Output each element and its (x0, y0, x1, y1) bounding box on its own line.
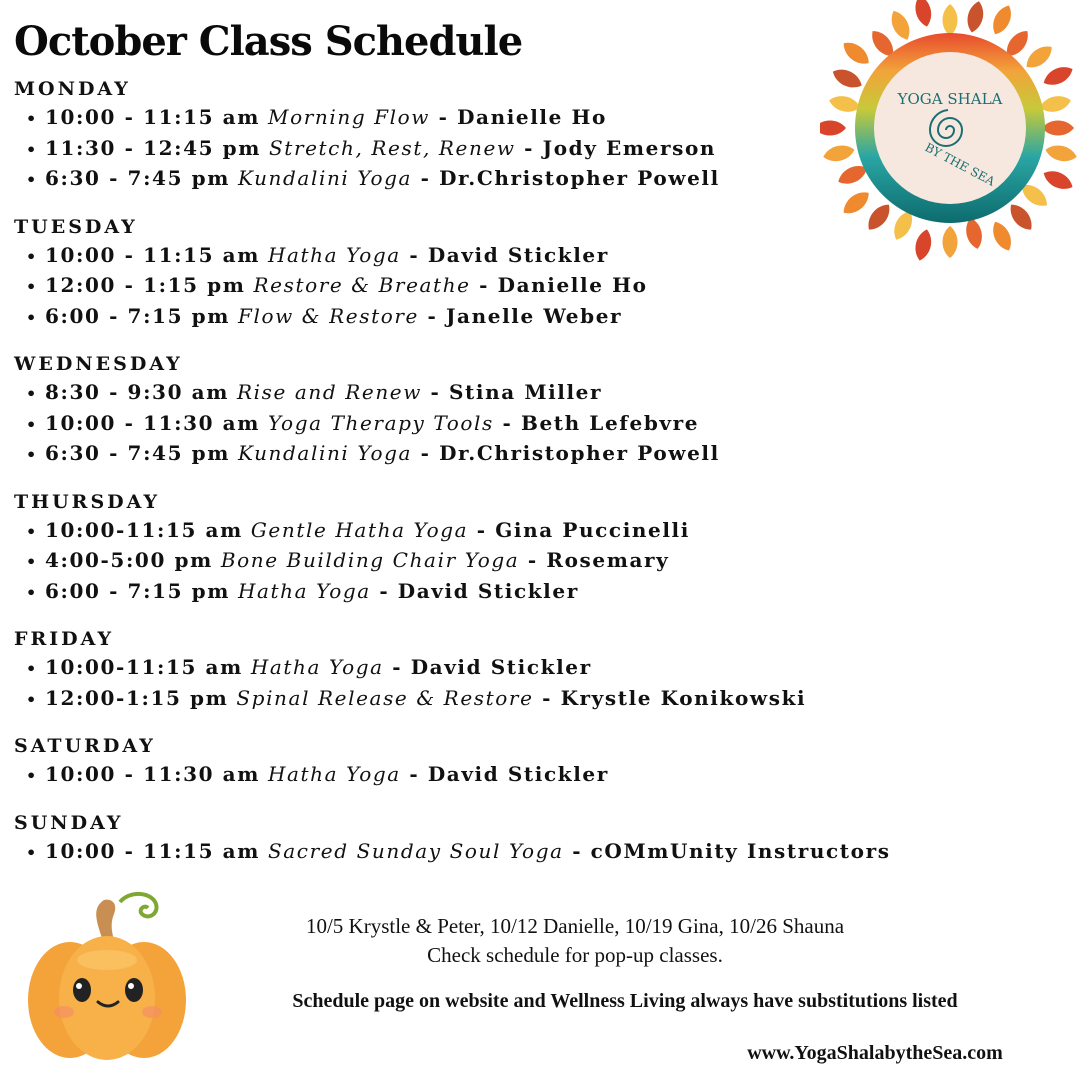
separator: - (430, 105, 458, 129)
class-name: Bone Building Chair Yoga (220, 548, 520, 572)
class-item (14, 545, 1014, 576)
class-instructor: David Stickler (397, 578, 579, 603)
day-thursday (14, 489, 1014, 607)
leaf-shape (839, 37, 873, 69)
class-time: 10:00 - 11:15 am (45, 838, 261, 863)
class-time: 10:00-11:15 am (45, 517, 243, 542)
separator: - (370, 578, 398, 603)
class-name: Sacred Sunday Soul Yoga (267, 838, 564, 863)
class-name: Gentle Hatha Yoga (250, 517, 469, 542)
website-link[interactable]: www.YogaShalabytheSea.com (747, 1042, 1003, 1064)
logo-text-line1: YOGA SHALA (897, 90, 1003, 108)
separator: - (400, 762, 428, 786)
leaf-shape (988, 2, 1015, 37)
class-item (14, 683, 1014, 714)
class-item (14, 652, 1014, 683)
class-instructor: Jody Emerson (542, 135, 717, 160)
separator: - (470, 273, 498, 297)
leaf-shape (1042, 121, 1074, 136)
bullet-icon: • (26, 277, 38, 296)
class-time: 12:00-1:15 pm (45, 685, 229, 710)
class-instructor: David Stickler (410, 655, 592, 679)
class-instructor: Krystle Konikowski (560, 685, 807, 710)
class-name: Spinal Release & Restore (236, 685, 534, 710)
leaf-shape (887, 8, 914, 43)
bullet-icon: • (26, 384, 38, 403)
sunday-instructors-note: 10/5 Krystle & Peter, 10/12 Danielle, 10/19 Gina, 10/26 Shauna (305, 914, 845, 938)
leaf-shape (822, 142, 857, 164)
separator: - (412, 441, 440, 465)
substitutions-note: Schedule page on website and Wellness Living always have substitutions listed (292, 990, 958, 1012)
leaf-shape (863, 200, 895, 234)
day-heading: THURSDAY (14, 490, 161, 513)
bullet-icon: • (26, 170, 38, 189)
leaf-shape (1040, 62, 1075, 89)
class-item (14, 759, 1014, 790)
class-instructor: Danielle Ho (457, 105, 607, 129)
day-heading: SUNDAY (14, 811, 124, 834)
leaf-shape (1022, 41, 1056, 73)
separator: - (468, 517, 496, 542)
popup-classes-note: Check schedule for pop-up classes. (427, 943, 723, 967)
leaf-shape (964, 0, 986, 34)
leaf-shape (830, 65, 865, 92)
bullet-icon: • (26, 109, 38, 128)
class-instructor: Rosemary (546, 548, 670, 572)
class-time: 10:00 - 11:15 am (45, 242, 261, 267)
bullet-icon: • (26, 414, 38, 434)
class-instructor: David Stickler (427, 762, 609, 786)
day-sunday (14, 810, 1014, 867)
class-name: Kundalini Yoga (237, 166, 413, 190)
class-instructor: Janelle Weber (445, 303, 623, 328)
class-time: 10:00 - 11:30 am (45, 410, 261, 435)
leaf-shape (820, 121, 846, 136)
class-item (14, 301, 1014, 332)
day-heading: TUESDAY (14, 215, 138, 238)
class-instructor: Gina Puccinelli (495, 517, 690, 542)
class-name: Hatha Yoga (267, 242, 401, 267)
class-item (14, 836, 1014, 867)
bullet-icon: • (26, 552, 38, 571)
bullet-icon: • (26, 842, 38, 862)
pumpkin-icon (22, 890, 192, 1065)
bullet-icon: • (26, 582, 38, 602)
separator: - (493, 410, 521, 435)
bullet-icon: • (26, 307, 38, 327)
class-time: 6:00 - 7:15 pm (45, 303, 230, 328)
day-heading: SATURDAY (14, 735, 156, 757)
page-title: October Class Schedule (14, 18, 523, 65)
class-name: Hatha Yoga (250, 655, 384, 679)
class-name: Restore & Breathe (253, 273, 471, 297)
class-item (14, 377, 1014, 408)
day-friday (14, 626, 1014, 713)
class-time: 8:30 - 9:30 am (45, 380, 229, 404)
class-time: 12:00 - 1:15 pm (45, 273, 246, 297)
class-time: 6:00 - 7:15 pm (45, 578, 230, 603)
class-name: Stretch, Rest, Renew (269, 135, 516, 160)
class-time: 6:30 - 7:45 pm (45, 441, 230, 465)
separator: - (563, 838, 591, 863)
bullet-icon: • (26, 521, 38, 541)
class-time: 11:30 - 12:45 pm (45, 135, 262, 160)
logo-text-line2: BY THE SEA (922, 140, 998, 189)
day-heading: FRIDAY (14, 628, 115, 650)
day-wednesday (14, 351, 1014, 469)
class-instructor: Danielle Ho (497, 273, 648, 297)
class-time: 10:00 - 11:15 am (45, 105, 261, 129)
class-name: Yoga Therapy Tools (267, 410, 494, 435)
class-instructor: David Stickler (427, 242, 609, 267)
class-name: Kundalini Yoga (237, 441, 413, 465)
leaf-shape (839, 187, 873, 219)
leaf-shape (912, 0, 934, 28)
class-instructor: Dr.Christopher Powell (439, 441, 720, 465)
class-name: Hatha Yoga (267, 762, 401, 786)
leaf-shape (1040, 166, 1075, 193)
leaf-shape (943, 4, 958, 36)
bullet-icon: • (26, 445, 38, 464)
class-name: Flow & Restore (237, 303, 419, 328)
bullet-icon: • (26, 139, 38, 159)
bullet-icon: • (26, 689, 38, 709)
class-time: 10:00 - 11:30 am (45, 762, 261, 786)
class-name: Morning Flow (267, 105, 431, 129)
day-saturday (14, 733, 1014, 790)
class-item (14, 438, 1014, 469)
class-instructor: Beth Lefebvre (520, 410, 700, 435)
bullet-icon: • (26, 246, 38, 266)
class-instructor: cOMmUnity Instructors (590, 838, 891, 863)
separator: - (383, 655, 411, 679)
class-time: 6:30 - 7:45 pm (45, 166, 230, 190)
separator: - (412, 166, 440, 190)
bullet-icon: • (26, 659, 38, 678)
leaf-shape (1005, 200, 1037, 234)
class-item (14, 515, 1014, 546)
leaf-shape (912, 228, 934, 263)
separator: - (533, 685, 561, 710)
class-time: 4:00-5:00 pm (45, 548, 213, 572)
separator: - (400, 242, 428, 267)
separator: - (421, 380, 449, 404)
class-instructor: Dr.Christopher Powell (439, 166, 720, 190)
class-name: Hatha Yoga (237, 578, 371, 603)
leaf-shape (988, 218, 1015, 253)
class-time: 10:00-11:15 am (45, 655, 243, 679)
yoga-shala-logo-icon (820, 0, 1080, 270)
separator: - (418, 303, 446, 328)
separator: - (515, 135, 543, 160)
day-heading: WEDNESDAY (14, 353, 183, 375)
class-name: Rise and Renew (236, 380, 422, 404)
leaf-shape (1044, 142, 1079, 164)
class-item (14, 408, 1014, 439)
class-instructor: Stina Miller (449, 380, 603, 404)
separator: - (519, 548, 547, 572)
day-heading: MONDAY (14, 78, 131, 100)
class-item (14, 576, 1014, 607)
class-item (14, 270, 1014, 301)
bullet-icon: • (26, 766, 38, 785)
leaf-shape (943, 226, 958, 258)
